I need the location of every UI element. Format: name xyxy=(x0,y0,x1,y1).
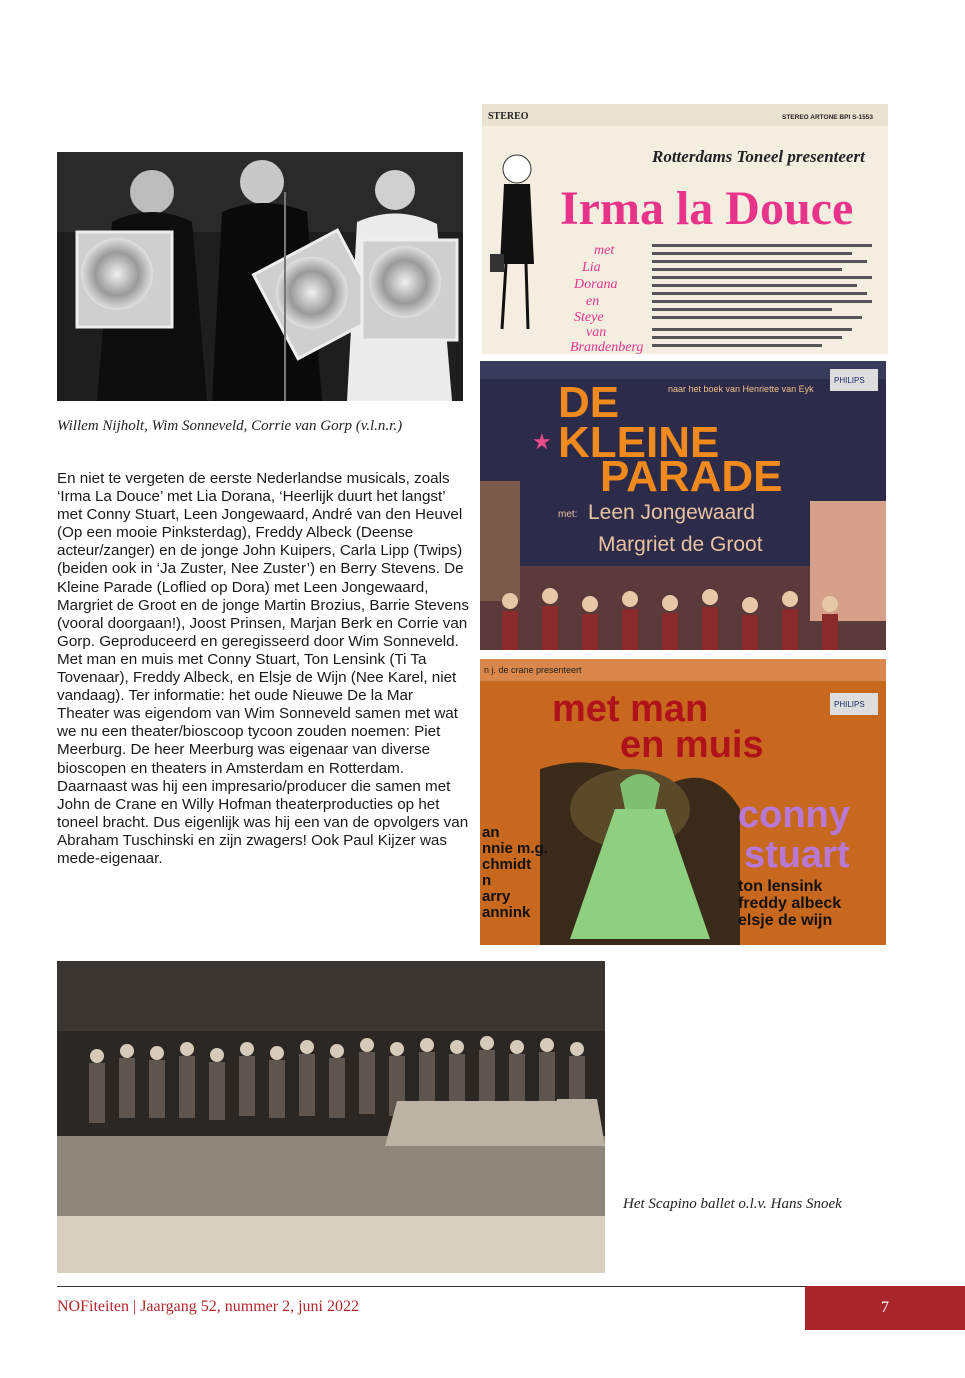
manmuis-left-2: nnie m.g. xyxy=(482,840,548,857)
page-number-label: 7 xyxy=(881,1299,889,1316)
manmuis-left-6: annink xyxy=(482,904,531,921)
manmuis-left-4: n xyxy=(482,872,492,889)
parade-star-icon: ★ xyxy=(532,430,552,455)
manmuis-cast-3: elsje de wijn xyxy=(738,912,833,929)
parade-cast-prefix: met: xyxy=(558,509,578,520)
met-man-en-muis-cover xyxy=(480,659,886,945)
irma-cast-3: Dorana xyxy=(574,277,618,292)
awards-photo xyxy=(57,152,463,401)
manmuis-star-1: conny xyxy=(738,794,850,836)
parade-title-1: DE xyxy=(558,378,620,427)
manmuis-label: PHILIPS xyxy=(834,700,865,709)
parade-subtitle: naar het boek van Henriette van Eyk xyxy=(668,384,814,394)
irma-title: Irma la Douce xyxy=(560,182,854,235)
manmuis-left-3: chmidt xyxy=(482,856,532,873)
irma-cast-7: Brandenberg xyxy=(570,340,644,354)
manmuis-title-1: met man xyxy=(552,688,709,730)
irma-cast-1: met xyxy=(594,243,615,258)
parade-cast-2: Margriet de Groot xyxy=(598,533,763,556)
manmuis-left-1: an xyxy=(482,824,500,841)
article-body: En niet te vergeten de eerste Nederlandse musicals, zoals ‘Irma La Douce’ met Lia Dorana, ‘Heerlijk duurt het langst’ met Conny Stuart, Leen Jongewaard, André van den Heuvel (Op een mooie Pinksterdag), Freddy Albeck (Deense acteur/zanger) en de jonge John Kuipers, Carla Lipp (Twips) (beiden ook in ‘Ja Zuster, Nee Zuster’) en Berry Stevens. De Kleine Parade (Loflied op Dora) met Leen Jongewaard, Margriet de Groot en de jonge Martin Brozius, Barrie Stevens (vooral doorgaan!), Joost Prinsen, Marjan Berk en Corrie van Gorp. Geproduceerd en geregisseerd door Wim Sonneveld. Met man en muis met Conny Stuart, Ton Lensink (Ti Ta Tovenaar), Freddy Albeck, en Elsje de Wijn (Nee Karel, niet vandaag). Ter informatie: het oude Nieuwe De la Mar Theater was eigendom van Wim Sonneveld samen met wat we nu een theater/bioscoop tycoon zouden noemen: Piet Meerburg. De heer Meerburg was eigenaar van diverse bioscopen en theaters in Amsterdam en Rotterdam. Daarnaast was hij een impresario/producer die samen met John de Crane en Willy Hofman theaterproducties op het toneel bracht. Dus eigenlijk was hij een van de opvolgers van Abraham Tuschinski en zijn zwagers! Ook Paul Kijzer was mede-eigenaar. xyxy=(57,470,469,867)
irma-presenter: Rotterdams Toneel presenteert xyxy=(652,147,865,166)
page-number xyxy=(805,1286,965,1330)
manmuis-presenter: n j. de crane presenteert xyxy=(484,665,582,675)
manmuis-star-2: stuart xyxy=(744,834,850,876)
parade-title-3: PARADE xyxy=(600,452,783,501)
kleine-parade-cover xyxy=(480,361,886,650)
irma-catalog: STEREO ARTONE BPI S-1553 xyxy=(782,114,874,121)
awards-caption: Willem Nijholt, Wim Sonneveld, Corrie van Gorp (v.l.n.r.) xyxy=(57,418,403,434)
footer-publication: NOFiteiten | Jaargang 52, nummer 2, juni 2022 xyxy=(57,1298,359,1315)
irma-cast-4: en xyxy=(586,294,600,309)
irma-cast-6: van xyxy=(586,325,607,340)
manmuis-title-2: en muis xyxy=(620,724,764,766)
irma-la-douce-cover xyxy=(482,104,888,354)
manmuis-left-5: arry xyxy=(482,888,511,905)
manmuis-cast-1: ton lensink xyxy=(738,878,823,895)
scapino-caption: Het Scapino ballet o.l.v. Hans Snoek xyxy=(623,1196,842,1212)
irma-stereo-label: STEREO xyxy=(488,111,529,122)
scapino-ballet-photo xyxy=(57,961,605,1273)
parade-label: PHILIPS xyxy=(834,376,865,385)
irma-cast-2: Lia xyxy=(582,260,601,275)
parade-cast-1: Leen Jongewaard xyxy=(588,501,755,524)
parade-title-2: KLEINE xyxy=(558,418,720,467)
irma-cast-5: Steye xyxy=(574,310,604,325)
manmuis-cast-2: freddy albeck xyxy=(738,895,842,912)
